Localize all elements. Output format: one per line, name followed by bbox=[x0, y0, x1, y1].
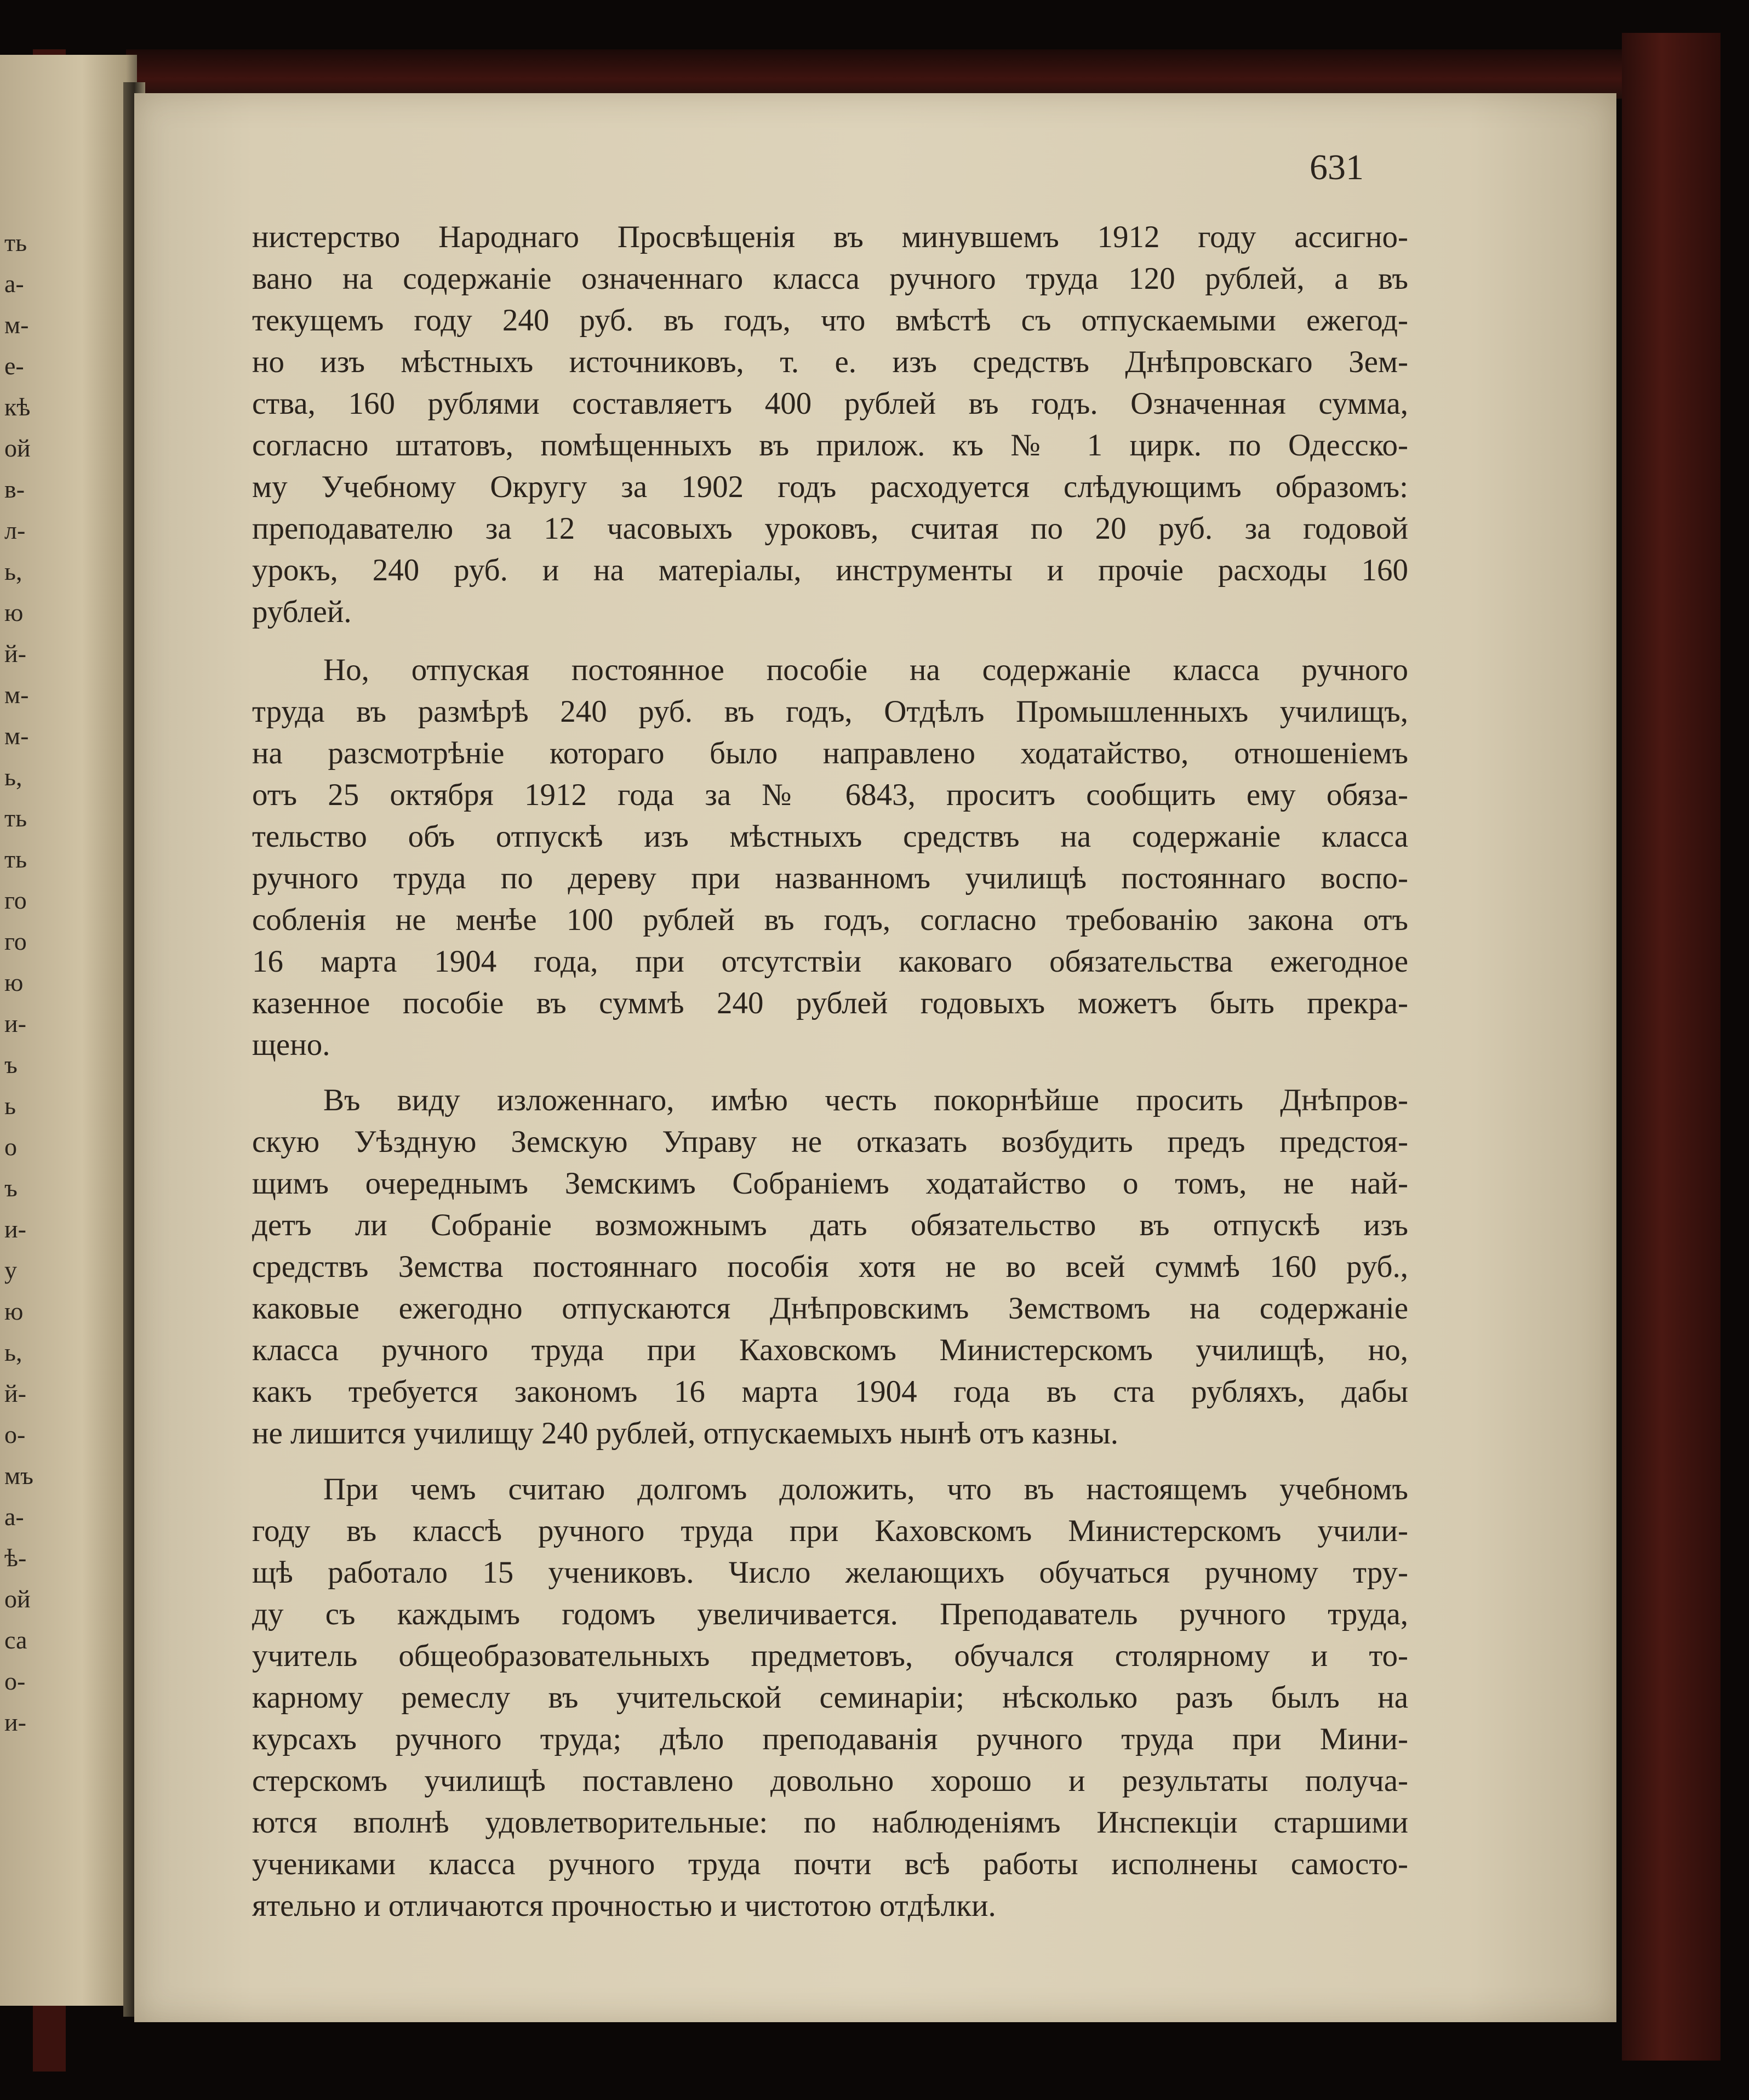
text-line: текущемъ году 240 руб. въ годъ, что вмѣстѣ съ отпускаемыми ежегод- bbox=[252, 303, 1408, 338]
facing-page-fragment: го bbox=[4, 886, 27, 914]
facing-page-fragment: л- bbox=[4, 516, 26, 544]
text-line: щено. bbox=[252, 1028, 330, 1062]
text-line: но изъ мѣстныхъ источниковъ, т. е. изъ средствъ Днѣпровскаго Зем- bbox=[252, 345, 1408, 379]
facing-page-fragment: кѣ bbox=[4, 393, 31, 421]
facing-page-fragment: м- bbox=[4, 722, 29, 750]
text-line: какъ требуется закономъ 16 марта 1904 года въ ста рубляхъ, дабы bbox=[252, 1374, 1408, 1409]
facing-page-fragment: ь bbox=[4, 1092, 16, 1120]
text-line: ства, 160 рублями составляетъ 400 рублей въ годъ. Означенная сумма, bbox=[252, 386, 1408, 421]
facing-page-fragment: го bbox=[4, 927, 27, 955]
text-line: карному ремеслу въ учительской семинаріи; нѣсколько разъ былъ на bbox=[252, 1680, 1408, 1715]
facing-page-fragment: е- bbox=[4, 352, 24, 380]
facing-page-edge bbox=[0, 55, 137, 2006]
facing-page-fragment: ю bbox=[4, 598, 24, 626]
book-cover-top bbox=[126, 49, 1715, 99]
text-line: ду съ каждымъ годомъ увеличивается. Преподаватель ручного труда, bbox=[252, 1597, 1408, 1631]
text-line: 16 марта 1904 года, при отсутствіи каковаго обязательства ежегодное bbox=[252, 944, 1408, 979]
text-line: Но, отпуская постоянное пособіе на содержаніе класса ручного bbox=[323, 653, 1408, 687]
facing-page-fragment: ь, bbox=[4, 557, 22, 585]
facing-page-fragment: ю bbox=[4, 1297, 24, 1325]
facing-page-fragment: о- bbox=[4, 1667, 26, 1695]
facing-page-fragment: ть bbox=[4, 804, 27, 832]
text-line: детъ ли Собраніе возможнымъ дать обязательство въ отпускѣ изъ bbox=[252, 1208, 1408, 1242]
facing-page-fragment: ой bbox=[4, 1585, 31, 1613]
book-cover-right bbox=[1622, 33, 1721, 2061]
text-line: урокъ, 240 руб. и на матеріалы, инструменты и прочіе расходы 160 bbox=[252, 553, 1408, 587]
text-line: При чемъ считаю долгомъ доложить, что въ настоящемъ учебномъ bbox=[323, 1472, 1408, 1506]
text-line: му Учебному Округу за 1902 годъ расходуется слѣдующимъ образомъ: bbox=[252, 470, 1408, 504]
text-line: учитель общеобразовательныхъ предметовъ, обучался столярному и то- bbox=[252, 1639, 1408, 1673]
paragraph-4 bbox=[252, 1469, 1408, 1927]
facing-page-fragment: и- bbox=[4, 1215, 26, 1243]
paragraph-1 bbox=[252, 216, 1408, 633]
text-line: преподавателю за 12 часовыхъ уроковъ, считая по 20 руб. за годовой bbox=[252, 511, 1408, 546]
facing-page-fragment: ть bbox=[4, 229, 27, 256]
facing-page-fragment: о- bbox=[4, 1420, 26, 1448]
text-line: собленія не менѣе 100 рублей въ годъ, согласно требованію закона отъ bbox=[252, 903, 1408, 937]
text-line: средствъ Земства постояннаго пособія хотя не во всей суммѣ 160 руб., bbox=[252, 1249, 1408, 1284]
text-line: на разсмотрѣніе котораго было направлено ходатайство, отношеніемъ bbox=[252, 736, 1408, 771]
text-line: отъ 25 октября 1912 года за № 6843, проситъ сообщить ему обяза- bbox=[252, 778, 1408, 812]
facing-page-fragment: ь, bbox=[4, 763, 22, 791]
facing-page-fragment: ѣ- bbox=[4, 1544, 27, 1572]
facing-page-fragment: и- bbox=[4, 1009, 26, 1037]
facing-page-fragment: мъ bbox=[4, 1462, 33, 1490]
paragraph-3 bbox=[252, 1080, 1408, 1454]
text-line: курсахъ ручного труда; дѣло преподаванія ручного труда при Мини- bbox=[252, 1722, 1408, 1756]
facing-page-fragment: м- bbox=[4, 311, 29, 339]
text-line: каковые ежегодно отпускаются Днѣпровскимъ Земствомъ на содержаніе bbox=[252, 1291, 1408, 1326]
facing-page-fragment: а- bbox=[4, 270, 24, 298]
text-line: труда въ размѣрѣ 240 руб. въ годъ, Отдѣлъ Промышленныхъ училищъ, bbox=[252, 694, 1408, 729]
facing-page-fragment: и- bbox=[4, 1708, 26, 1736]
facing-page-fragment: в- bbox=[4, 475, 25, 503]
facing-page-fragment: ой bbox=[4, 434, 31, 462]
text-line: учениками класса ручного труда почти всѣ работы исполнены самосто- bbox=[252, 1847, 1408, 1881]
facing-page-fragment: ь, bbox=[4, 1338, 22, 1366]
text-line: ятельно и отличаются прочностью и чистотою отдѣлки. bbox=[252, 1888, 996, 1923]
text-line: вано на содержаніе означеннаго класса ручного труда 120 рублей, а въ bbox=[252, 261, 1408, 296]
facing-page-fragment: ъ bbox=[4, 1051, 18, 1078]
facing-page-fragment: й- bbox=[4, 1379, 26, 1407]
facing-page-fragment: м- bbox=[4, 681, 29, 709]
page-number: 631 bbox=[1310, 147, 1364, 187]
facing-page-fragment: ъ bbox=[4, 1174, 18, 1202]
paragraph-2 bbox=[252, 649, 1408, 1066]
facing-page-fragment: са bbox=[4, 1626, 27, 1654]
facing-page-fragment: о bbox=[4, 1133, 17, 1161]
text-line: не лишится училищу 240 рублей, отпускаемыхъ нынѣ отъ казны. bbox=[252, 1416, 1118, 1451]
text-line: согласно штатовъ, помѣщенныхъ въ прилож. къ № 1 цирк. по Одесско- bbox=[252, 428, 1408, 463]
text-line: ручного труда по дереву при названномъ училищѣ постояннаго воспо- bbox=[252, 861, 1408, 895]
facing-page-fragment: а- bbox=[4, 1503, 24, 1531]
text-line: ются вполнѣ удовлетворительные: по наблюденіямъ Инспекціи старшими bbox=[252, 1805, 1408, 1840]
text-line: тельство объ отпускѣ изъ мѣстныхъ средствъ на содержаніе класса bbox=[252, 819, 1408, 854]
facing-page-fragment: у bbox=[4, 1256, 17, 1284]
text-line: Въ виду изложеннаго, имѣю честь покорнѣйше просить Днѣпров- bbox=[323, 1083, 1408, 1117]
text-line: казенное пособіе въ суммѣ 240 рублей годовыхъ можетъ быть прекра- bbox=[252, 986, 1408, 1020]
text-line: стерскомъ училищѣ поставлено довольно хорошо и результаты получа- bbox=[252, 1764, 1408, 1798]
text-line: скую Уѣздную Земскую Управу не отказать возбудить предъ предстоя- bbox=[252, 1125, 1408, 1159]
facing-page-fragment: ть bbox=[4, 845, 27, 873]
facing-page-fragment: ю bbox=[4, 968, 24, 996]
text-line: году въ классѣ ручного труда при Каховскомъ Министерскомъ учили- bbox=[252, 1514, 1408, 1548]
text-line: нистерство Народнаго Просвѣщенія въ минувшемъ 1912 году ассигно- bbox=[252, 220, 1408, 254]
facing-page-fragment: й- bbox=[4, 640, 26, 667]
text-line: класса ручного труда при Каховскомъ Министерскомъ училищѣ, но, bbox=[252, 1333, 1408, 1367]
text-line: рублей. bbox=[252, 595, 352, 629]
text-line: щѣ работало 15 учениковъ. Число желающихъ обучаться ручному тру- bbox=[252, 1555, 1408, 1590]
text-line: щимъ очереднымъ Земскимъ Собраніемъ ходатайство о томъ, не най- bbox=[252, 1166, 1408, 1201]
